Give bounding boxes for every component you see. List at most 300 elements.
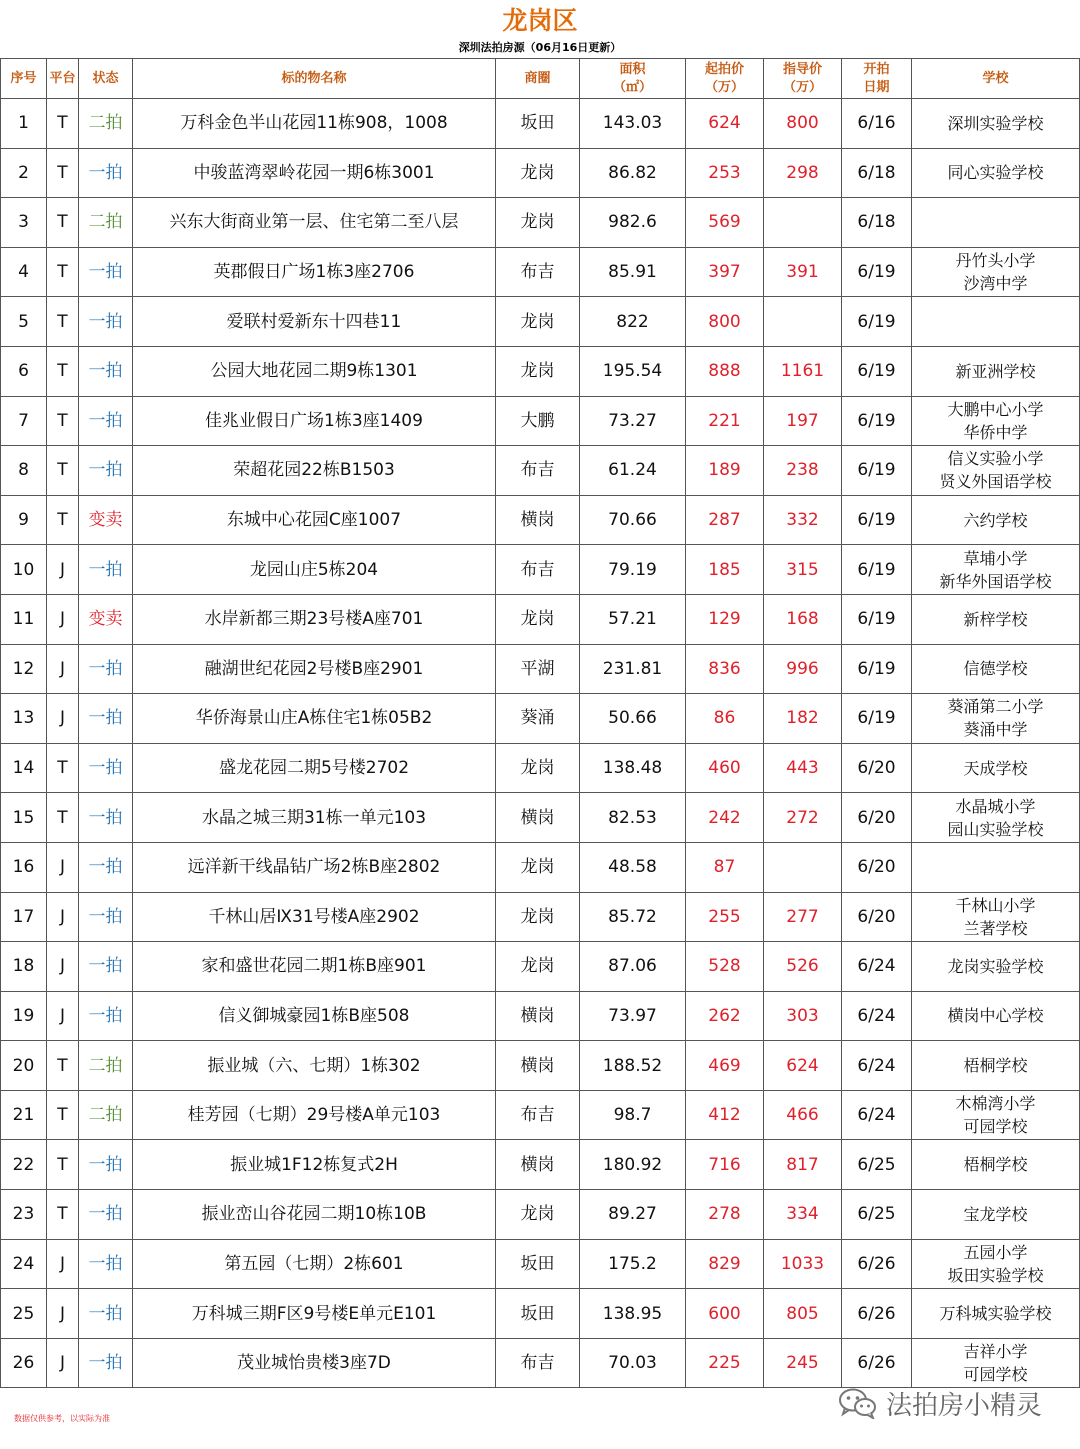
row-zone: 布吉 xyxy=(496,247,580,297)
row-no: 20 xyxy=(1,1041,47,1091)
row-date: 6/20 xyxy=(842,793,912,843)
row-size: 180.92 xyxy=(580,1140,686,1190)
table-row xyxy=(1,297,1080,347)
row-zone: 横岗 xyxy=(496,1140,580,1190)
table-row xyxy=(1,545,1080,595)
row-size: 70.66 xyxy=(580,495,686,545)
table-row xyxy=(1,942,1080,992)
row-school xyxy=(912,346,1080,396)
row-status: 变卖 xyxy=(79,495,133,545)
school-line-1: 信德学校 xyxy=(963,659,1028,679)
row-size: 231.81 xyxy=(580,644,686,694)
row-date: 6/26 xyxy=(842,1239,912,1289)
row-platform: T xyxy=(47,1140,79,1190)
row-size: 85.91 xyxy=(580,247,686,297)
row-date: 6/26 xyxy=(842,1289,912,1339)
row-platform: T xyxy=(47,346,79,396)
row-guide-price: 996 xyxy=(764,644,842,694)
row-size: 86.82 xyxy=(580,148,686,198)
row-platform: J xyxy=(47,694,79,744)
table-row xyxy=(1,148,1080,198)
row-zone: 葵涌 xyxy=(496,694,580,744)
row-name: 信义御城豪园1栋B座508 xyxy=(133,991,496,1041)
row-status: 一拍 xyxy=(79,743,133,793)
row-zone: 布吉 xyxy=(496,545,580,595)
table-row xyxy=(1,495,1080,545)
row-zone: 平湖 xyxy=(496,644,580,694)
row-status: 一拍 xyxy=(79,694,133,744)
row-start-price: 829 xyxy=(686,1239,764,1289)
page-title: 龙岗区 xyxy=(502,6,578,35)
row-status: 一拍 xyxy=(79,793,133,843)
row-start-price: 569 xyxy=(686,198,764,248)
table-row xyxy=(1,892,1080,942)
row-status: 一拍 xyxy=(79,545,133,595)
row-status: 一拍 xyxy=(79,1289,133,1339)
row-guide-price xyxy=(764,297,842,347)
row-no: 23 xyxy=(1,1190,47,1240)
row-no: 4 xyxy=(1,247,47,297)
row-school xyxy=(912,545,1080,595)
row-date: 6/24 xyxy=(842,942,912,992)
row-no: 19 xyxy=(1,991,47,1041)
row-start-price: 397 xyxy=(686,247,764,297)
school-line-1: 深圳实验学校 xyxy=(947,113,1044,133)
row-school xyxy=(912,1338,1080,1388)
row-platform: T xyxy=(47,446,79,496)
row-status: 变卖 xyxy=(79,594,133,644)
row-date: 6/26 xyxy=(842,1338,912,1388)
row-size: 79.19 xyxy=(580,545,686,595)
row-date: 6/24 xyxy=(842,1041,912,1091)
table-row xyxy=(1,1289,1080,1339)
table-row xyxy=(1,991,1080,1041)
row-zone: 龙岗 xyxy=(496,892,580,942)
row-platform: J xyxy=(47,545,79,595)
row-platform: J xyxy=(47,1338,79,1388)
school-line-2: 园山实验学校 xyxy=(947,819,1044,839)
row-no: 16 xyxy=(1,842,47,892)
row-status: 一拍 xyxy=(79,346,133,396)
row-name: 水晶之城三期31栋一单元103 xyxy=(133,793,496,843)
school-line-1: 草埔小学 xyxy=(963,548,1028,568)
table-row xyxy=(1,743,1080,793)
row-date: 6/19 xyxy=(842,396,912,446)
table-row xyxy=(1,594,1080,644)
row-school xyxy=(912,1239,1080,1289)
school-line-1: 大鹏中心小学 xyxy=(947,399,1044,419)
row-name: 振业城（六、七期）1栋302 xyxy=(133,1041,496,1091)
row-zone: 横岗 xyxy=(496,793,580,843)
row-status: 一拍 xyxy=(79,1338,133,1388)
row-status: 一拍 xyxy=(79,942,133,992)
row-name: 爱联村爱新东十四巷11 xyxy=(133,297,496,347)
row-status: 二拍 xyxy=(79,1041,133,1091)
row-date: 6/24 xyxy=(842,991,912,1041)
school-line-1: 六约学校 xyxy=(963,510,1028,530)
row-zone: 龙岗 xyxy=(496,842,580,892)
row-name: 千林山居Ⅸ31号楼A座2902 xyxy=(133,892,496,942)
row-date: 6/19 xyxy=(842,446,912,496)
table-row xyxy=(1,1338,1080,1388)
row-guide-price: 197 xyxy=(764,396,842,446)
school-line-1: 信义实验小学 xyxy=(947,449,1044,469)
row-guide-price: 303 xyxy=(764,991,842,1041)
row-no: 13 xyxy=(1,694,47,744)
school-line-1: 丹竹头小学 xyxy=(955,251,1036,271)
row-size: 82.53 xyxy=(580,793,686,843)
school-line-1: 横岗中心学校 xyxy=(947,1006,1044,1026)
row-start-price: 86 xyxy=(686,694,764,744)
school-line-1: 同心实验学校 xyxy=(947,163,1044,183)
row-name: 荣超花园22栋B1503 xyxy=(133,446,496,496)
header-guide-line2: （万） xyxy=(782,79,822,95)
table-row xyxy=(1,99,1080,149)
row-zone: 坂田 xyxy=(496,1289,580,1339)
row-platform: T xyxy=(47,1190,79,1240)
table-header-row xyxy=(1,59,1080,99)
school-line-1: 宝龙学校 xyxy=(963,1204,1028,1224)
row-name: 中骏蓝湾翠岭花园一期6栋3001 xyxy=(133,148,496,198)
row-no: 6 xyxy=(1,346,47,396)
table-row xyxy=(1,1041,1080,1091)
header-school: 学校 xyxy=(912,59,1080,99)
row-name: 家和盛世花园二期1栋B座901 xyxy=(133,942,496,992)
row-status: 一拍 xyxy=(79,991,133,1041)
row-guide-price: 443 xyxy=(764,743,842,793)
row-zone: 横岗 xyxy=(496,495,580,545)
row-date: 6/18 xyxy=(842,148,912,198)
table-row xyxy=(1,793,1080,843)
table-row xyxy=(1,1140,1080,1190)
row-name: 盛龙花园二期5号楼2702 xyxy=(133,743,496,793)
row-name: 华侨海景山庄A栋住宅1栋05B2 xyxy=(133,694,496,744)
school-line-1: 葵涌第二小学 xyxy=(947,697,1044,717)
row-school xyxy=(912,1090,1080,1140)
row-guide-price: 277 xyxy=(764,892,842,942)
row-school xyxy=(912,495,1080,545)
row-guide-price: 624 xyxy=(764,1041,842,1091)
row-status: 一拍 xyxy=(79,1190,133,1240)
row-zone: 龙岗 xyxy=(496,1190,580,1240)
row-guide-price: 817 xyxy=(764,1140,842,1190)
row-size: 138.48 xyxy=(580,743,686,793)
header-date xyxy=(842,59,912,99)
row-guide-price: 805 xyxy=(764,1289,842,1339)
row-no: 1 xyxy=(1,99,47,149)
row-platform: J xyxy=(47,842,79,892)
row-name: 万科城三期F区9号楼E单元E101 xyxy=(133,1289,496,1339)
row-date: 6/16 xyxy=(842,99,912,149)
header-guide-price xyxy=(764,59,842,99)
row-platform: T xyxy=(47,495,79,545)
row-platform: J xyxy=(47,1289,79,1339)
row-date: 6/19 xyxy=(842,247,912,297)
row-name: 第五园（七期）2栋601 xyxy=(133,1239,496,1289)
row-size: 87.06 xyxy=(580,942,686,992)
row-size: 70.03 xyxy=(580,1338,686,1388)
header-platform: 平台 xyxy=(47,59,79,99)
row-name: 振业峦山谷花园二期10栋10B xyxy=(133,1190,496,1240)
row-start-price: 287 xyxy=(686,495,764,545)
row-platform: T xyxy=(47,743,79,793)
row-start-price: 225 xyxy=(686,1338,764,1388)
row-platform: T xyxy=(47,297,79,347)
row-date: 6/24 xyxy=(842,1090,912,1140)
row-platform: J xyxy=(47,991,79,1041)
row-guide-price: 1033 xyxy=(764,1239,842,1289)
table-body xyxy=(1,99,1080,1388)
school-line-2: 坂田实验学校 xyxy=(947,1265,1044,1285)
row-date: 6/20 xyxy=(842,842,912,892)
row-no: 8 xyxy=(1,446,47,496)
row-zone: 龙岗 xyxy=(496,743,580,793)
row-size: 188.52 xyxy=(580,1041,686,1091)
footer-note: 数据仅供参考，以实际为准 xyxy=(14,1414,110,1423)
row-platform: J xyxy=(47,1239,79,1289)
row-zone: 横岗 xyxy=(496,1041,580,1091)
row-size: 61.24 xyxy=(580,446,686,496)
school-line-1: 五园小学 xyxy=(963,1242,1028,1262)
row-school xyxy=(912,198,1080,248)
row-start-price: 255 xyxy=(686,892,764,942)
school-line-2: 可园学校 xyxy=(963,1365,1028,1385)
row-size: 98.7 xyxy=(580,1090,686,1140)
header-start-line1: 起拍价 xyxy=(704,61,744,77)
row-platform: T xyxy=(47,1041,79,1091)
row-date: 6/19 xyxy=(842,694,912,744)
school-line-2: 兰著学校 xyxy=(963,918,1028,938)
row-platform: J xyxy=(47,942,79,992)
table-row xyxy=(1,396,1080,446)
row-date: 6/25 xyxy=(842,1140,912,1190)
table-row xyxy=(1,644,1080,694)
row-no: 15 xyxy=(1,793,47,843)
school-line-1: 木棉湾小学 xyxy=(955,1094,1036,1114)
row-guide-price: 245 xyxy=(764,1338,842,1388)
row-zone: 布吉 xyxy=(496,1338,580,1388)
school-line-1: 新梓学校 xyxy=(963,609,1028,629)
school-line-1: 吉祥小学 xyxy=(963,1342,1028,1362)
wechat-icon xyxy=(838,1387,878,1419)
row-start-price: 528 xyxy=(686,942,764,992)
row-start-price: 87 xyxy=(686,842,764,892)
table-row xyxy=(1,247,1080,297)
header-status: 状态 xyxy=(79,59,133,99)
row-size: 57.21 xyxy=(580,594,686,644)
row-school xyxy=(912,1140,1080,1190)
header-start-line2: （万） xyxy=(704,79,744,95)
row-date: 6/19 xyxy=(842,346,912,396)
row-size: 195.54 xyxy=(580,346,686,396)
row-date: 6/25 xyxy=(842,1190,912,1240)
row-guide-price: 238 xyxy=(764,446,842,496)
row-school xyxy=(912,148,1080,198)
row-guide-price: 272 xyxy=(764,793,842,843)
header-date-line2: 日期 xyxy=(863,79,890,95)
header-date-line1: 开拍 xyxy=(863,61,890,77)
row-start-price: 469 xyxy=(686,1041,764,1091)
school-line-1: 千林山小学 xyxy=(955,895,1036,915)
row-size: 175.2 xyxy=(580,1239,686,1289)
row-date: 6/19 xyxy=(842,644,912,694)
row-date: 6/19 xyxy=(842,297,912,347)
header-size xyxy=(580,59,686,99)
school-line-2: 贤义外国语学校 xyxy=(939,472,1052,492)
row-school xyxy=(912,991,1080,1041)
row-name: 远洋新干线晶钻广场2栋B座2802 xyxy=(133,842,496,892)
row-zone: 坂田 xyxy=(496,99,580,149)
row-school xyxy=(912,446,1080,496)
header-guide-line1: 指导价 xyxy=(782,61,822,77)
row-status: 一拍 xyxy=(79,892,133,942)
school-line-2: 新华外国语学校 xyxy=(939,571,1052,591)
row-no: 17 xyxy=(1,892,47,942)
row-start-price: 624 xyxy=(686,99,764,149)
row-status: 一拍 xyxy=(79,297,133,347)
row-school xyxy=(912,793,1080,843)
row-guide-price xyxy=(764,842,842,892)
row-no: 25 xyxy=(1,1289,47,1339)
row-date: 6/20 xyxy=(842,743,912,793)
row-platform: T xyxy=(47,793,79,843)
row-zone: 龙岗 xyxy=(496,346,580,396)
row-guide-price: 526 xyxy=(764,942,842,992)
watermark xyxy=(838,1383,1042,1423)
row-school xyxy=(912,297,1080,347)
row-no: 2 xyxy=(1,148,47,198)
row-name: 水岸新都三期23号楼A座701 xyxy=(133,594,496,644)
row-guide-price: 332 xyxy=(764,495,842,545)
row-name: 公园大地花园二期9栋1301 xyxy=(133,346,496,396)
row-start-price: 253 xyxy=(686,148,764,198)
row-no: 11 xyxy=(1,594,47,644)
row-guide-price: 182 xyxy=(764,694,842,744)
row-platform: T xyxy=(47,148,79,198)
listing-table xyxy=(0,58,1080,1388)
row-date: 6/20 xyxy=(842,892,912,942)
row-size: 822 xyxy=(580,297,686,347)
row-start-price: 888 xyxy=(686,346,764,396)
school-line-2: 可园学校 xyxy=(963,1117,1028,1137)
row-school xyxy=(912,942,1080,992)
school-line-2: 葵涌中学 xyxy=(963,720,1028,740)
row-school xyxy=(912,842,1080,892)
row-platform: T xyxy=(47,99,79,149)
row-guide-price: 1161 xyxy=(764,346,842,396)
row-school xyxy=(912,1041,1080,1091)
row-school xyxy=(912,644,1080,694)
table-row xyxy=(1,446,1080,496)
table-row xyxy=(1,842,1080,892)
row-size: 73.97 xyxy=(580,991,686,1041)
row-start-price: 800 xyxy=(686,297,764,347)
row-no: 24 xyxy=(1,1239,47,1289)
row-school xyxy=(912,594,1080,644)
school-line-2: 华侨中学 xyxy=(963,422,1028,442)
row-guide-price xyxy=(764,198,842,248)
header-start-price xyxy=(686,59,764,99)
row-name: 兴东大街商业第一层、住宅第二至八层 xyxy=(133,198,496,248)
row-zone: 龙岗 xyxy=(496,297,580,347)
row-platform: J xyxy=(47,644,79,694)
row-platform: T xyxy=(47,198,79,248)
row-no: 10 xyxy=(1,545,47,595)
row-status: 一拍 xyxy=(79,396,133,446)
row-start-price: 185 xyxy=(686,545,764,595)
row-platform: T xyxy=(47,1090,79,1140)
row-status: 二拍 xyxy=(79,99,133,149)
row-guide-price: 168 xyxy=(764,594,842,644)
row-school xyxy=(912,743,1080,793)
row-zone: 坂田 xyxy=(496,1239,580,1289)
row-platform: J xyxy=(47,594,79,644)
row-name: 茂业城怡贵楼3座7D xyxy=(133,1338,496,1388)
row-status: 一拍 xyxy=(79,644,133,694)
header-no: 序号 xyxy=(1,59,47,99)
row-size: 89.27 xyxy=(580,1190,686,1240)
header-zone: 商圈 xyxy=(496,59,580,99)
row-guide-price: 391 xyxy=(764,247,842,297)
row-school xyxy=(912,247,1080,297)
row-zone: 布吉 xyxy=(496,446,580,496)
row-date: 6/18 xyxy=(842,198,912,248)
row-no: 5 xyxy=(1,297,47,347)
row-status: 一拍 xyxy=(79,148,133,198)
row-start-price: 189 xyxy=(686,446,764,496)
row-no: 21 xyxy=(1,1090,47,1140)
row-name: 振业城1F12栋复式2H xyxy=(133,1140,496,1190)
row-platform: T xyxy=(47,396,79,446)
row-status: 一拍 xyxy=(79,247,133,297)
row-name: 东城中心花园C座1007 xyxy=(133,495,496,545)
row-status: 一拍 xyxy=(79,1140,133,1190)
row-school xyxy=(912,892,1080,942)
row-status: 二拍 xyxy=(79,198,133,248)
header-name: 标的物名称 xyxy=(133,59,496,99)
row-zone: 龙岗 xyxy=(496,198,580,248)
row-start-price: 221 xyxy=(686,396,764,446)
row-start-price: 600 xyxy=(686,1289,764,1339)
row-start-price: 278 xyxy=(686,1190,764,1240)
school-line-2: 沙湾中学 xyxy=(963,274,1028,294)
row-zone: 龙岗 xyxy=(496,148,580,198)
row-guide-price: 466 xyxy=(764,1090,842,1140)
row-no: 3 xyxy=(1,198,47,248)
row-school xyxy=(912,1190,1080,1240)
row-name: 佳兆业假日广场1栋3座1409 xyxy=(133,396,496,446)
school-line-1: 水晶城小学 xyxy=(955,796,1036,816)
table-row xyxy=(1,1190,1080,1240)
row-no: 9 xyxy=(1,495,47,545)
row-no: 14 xyxy=(1,743,47,793)
row-platform: T xyxy=(47,247,79,297)
row-status: 一拍 xyxy=(79,446,133,496)
row-zone: 龙岗 xyxy=(496,942,580,992)
row-name: 龙园山庄5栋204 xyxy=(133,545,496,595)
row-size: 85.72 xyxy=(580,892,686,942)
table-row xyxy=(1,1090,1080,1140)
table-row xyxy=(1,694,1080,744)
row-platform: J xyxy=(47,892,79,942)
row-guide-price: 800 xyxy=(764,99,842,149)
row-name: 融湖世纪花园2号楼B座2901 xyxy=(133,644,496,694)
school-line-1: 龙岗实验学校 xyxy=(947,956,1044,976)
row-size: 143.03 xyxy=(580,99,686,149)
header-size-line1: 面积 xyxy=(619,61,646,77)
row-size: 48.58 xyxy=(580,842,686,892)
row-no: 12 xyxy=(1,644,47,694)
